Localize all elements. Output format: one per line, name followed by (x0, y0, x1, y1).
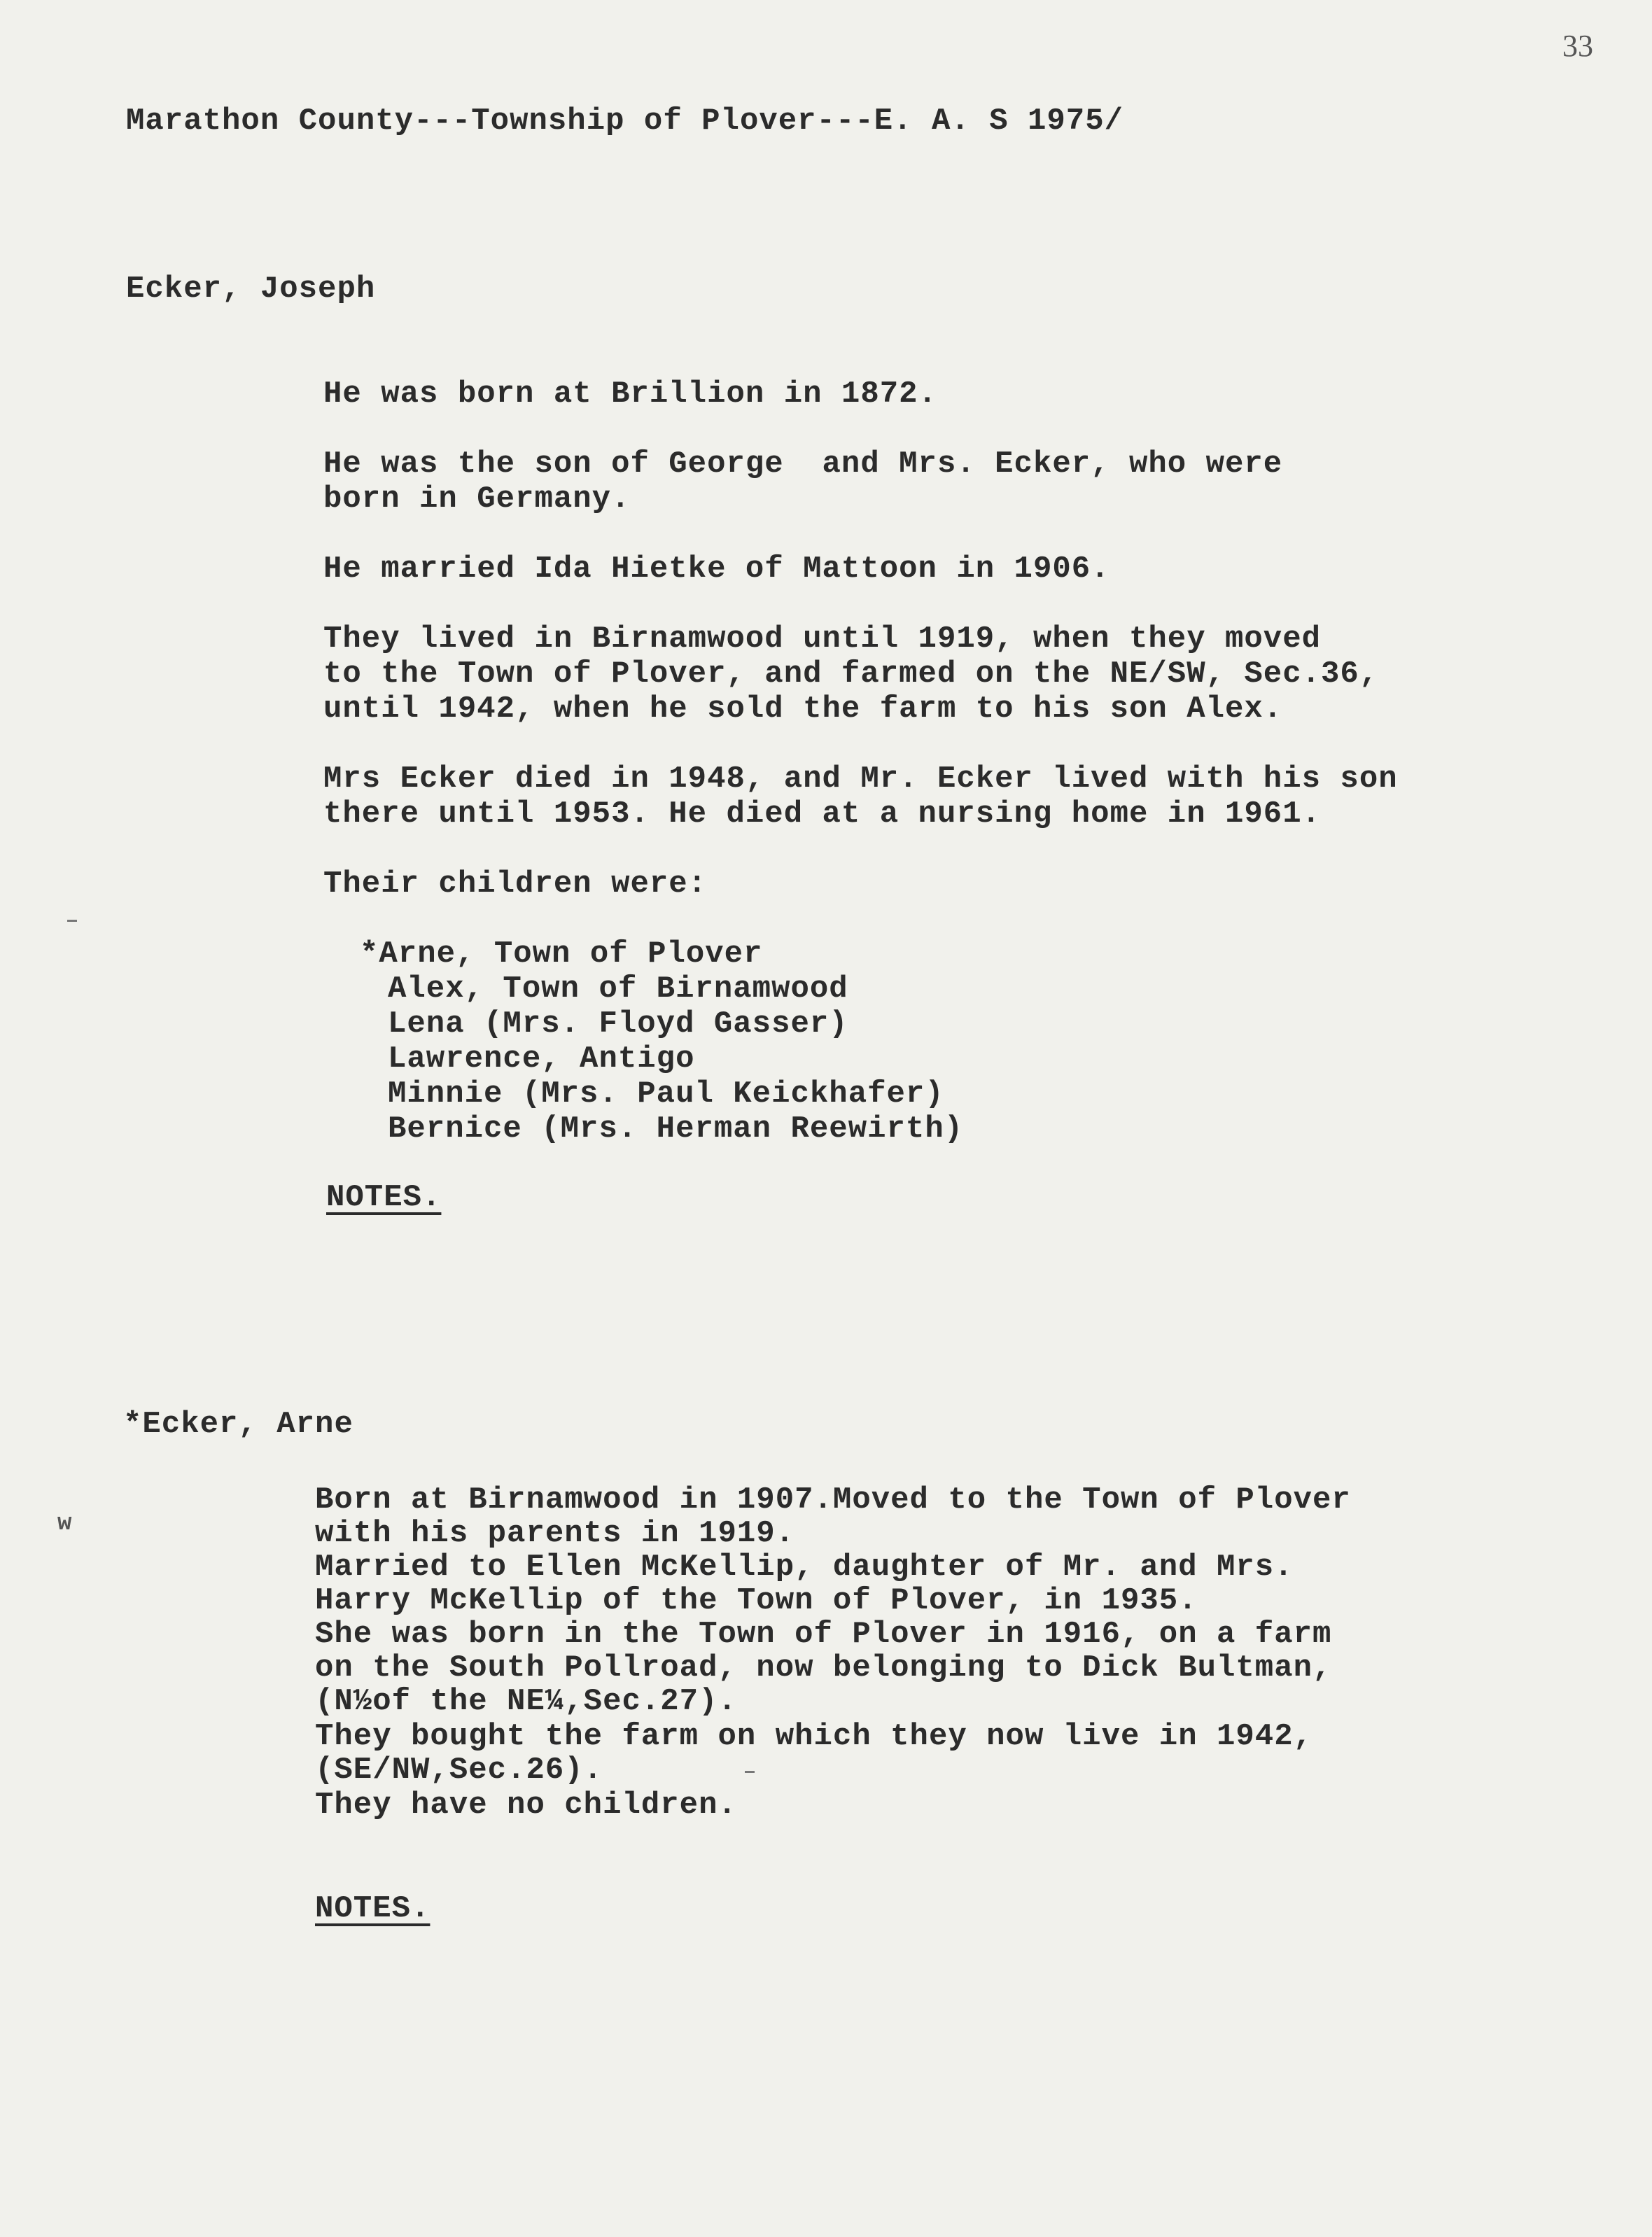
stray-dash (745, 1771, 755, 1773)
children-label: Their children were: (323, 867, 708, 902)
entry-birth: He was born at Brillion in 1872. (323, 377, 937, 412)
notes-label: NOTES. (315, 1891, 430, 1926)
entry-death-line: there until 1953. He died at a nursing home in 1961. (323, 797, 1322, 832)
entry-text-line: Born at Birnamwood in 1907.Moved to the Town of Plover (315, 1482, 1351, 1517)
entry-history-line: They lived in Birnamwood until 1919, when they moved (323, 622, 1322, 657)
entry-parents-line: He was the son of George and Mrs. Ecker, who were (323, 447, 1283, 482)
entry-parents-line: born in Germany. (323, 482, 631, 517)
entry-text-line: Married to Ellen McKellip, daughter of Mr. and Mrs. (315, 1550, 1294, 1585)
entry-text-line: They bought the farm on which they now live in 1942, (315, 1719, 1313, 1754)
margin-dash (67, 920, 77, 922)
notes-label: NOTES. (326, 1180, 442, 1215)
entry-text-line: She was born in the Town of Plover in 1916, on a farm (315, 1617, 1332, 1652)
page-number: 33 (1562, 29, 1593, 63)
child-item: *Arne, Town of Plover (360, 937, 763, 972)
child-item: Alex, Town of Birnamwood (388, 972, 848, 1007)
child-item: Minnie (Mrs. Paul Keickhafer) (388, 1077, 944, 1112)
entry-history-line: to the Town of Plover, and farmed on the NE/SW, Sec.36, (323, 657, 1379, 692)
entry-text-line: on the South Pollroad, now belonging to Dick Bultman, (315, 1650, 1332, 1685)
entry-name-arne: *Ecker, Arne (123, 1407, 354, 1442)
entry-text-line: (N½of the NE¼,Sec.27). (315, 1684, 737, 1719)
child-item: Lawrence, Antigo (388, 1042, 695, 1077)
entry-text-line: They have no children. (315, 1788, 737, 1823)
entry-death-line: Mrs Ecker died in 1948, and Mr. Ecker lived with his son (323, 762, 1398, 797)
entry-text-line: (SE/NW,Sec.26). (315, 1753, 603, 1788)
entry-name-joseph: Ecker, Joseph (126, 272, 376, 307)
entry-text-line: Harry McKellip of the Town of Plover, in 1935. (315, 1583, 1198, 1618)
margin-mark: w (57, 1510, 72, 1537)
entry-history-line: until 1942, when he sold the farm to his son Alex. (323, 692, 1283, 727)
child-item: Bernice (Mrs. Herman Reewirth) (388, 1112, 964, 1146)
child-item: Lena (Mrs. Floyd Gasser) (388, 1007, 848, 1042)
entry-text-line: with his parents in 1919. (315, 1516, 795, 1551)
page-header: Marathon County---Township of Plover---E. A. S 1975/ (126, 104, 1124, 139)
entry-marriage: He married Ida Hietke of Mattoon in 1906. (323, 552, 1110, 587)
